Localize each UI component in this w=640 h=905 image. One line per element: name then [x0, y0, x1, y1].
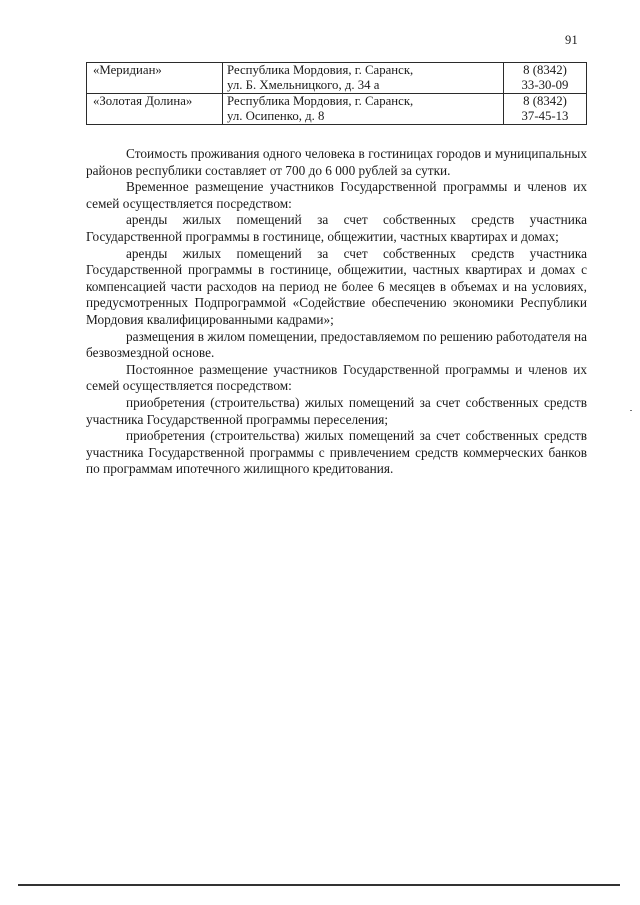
- paragraph: Временное размещение участников Государственной программы и членов их семей осуществляется посредством:: [86, 179, 587, 211]
- hotel-address-line: ул. Б. Хмельницкого, д. 34 а: [227, 78, 380, 92]
- hotel-address-line: ул. Осипенко, д. 8: [227, 109, 325, 123]
- footer-divider: [18, 884, 620, 886]
- hotel-phone: [504, 63, 587, 94]
- hotels-table: [86, 62, 587, 125]
- hotel-name: «Золотая Долина»: [87, 94, 223, 125]
- scan-speck: [630, 410, 632, 411]
- hotel-phone-number: 37-45-13: [521, 109, 569, 123]
- hotel-address: [223, 63, 504, 94]
- paragraph: размещения в жилом помещении, предоставляемом по решению работодателя на безвозмездной основе.: [86, 328, 587, 361]
- hotel-address: [223, 94, 504, 125]
- hotel-phone: [504, 94, 587, 125]
- page-number: 91: [565, 33, 579, 47]
- hotel-phone-code: 8 (8342): [523, 63, 567, 77]
- hotel-phone-number: 33-30-09: [521, 78, 569, 92]
- hotel-phone-code: 8 (8342): [523, 94, 567, 108]
- table-row: [87, 94, 587, 125]
- paragraph: Постоянное размещение участников Государственной программы и членов их семей осуществляется посредством:: [86, 361, 587, 394]
- paragraph: Стоимость проживания одного человека в гостиницах городов и муниципальных районов республики составляет от 700 до 6 000 рублей за сутки.: [86, 146, 587, 178]
- hotel-name: «Меридиан»: [87, 63, 223, 94]
- paragraph: аренды жилых помещений за счет собственных средств участника Государственной программы в гостинице, общежитии, частных квартирах и домах с компенсацией части расходов на период не более 6 месяцев в объемах и на условиях, предусмотренных Подпрограммой «Содействие обеспечению экономики Республики Мордовия квалифицированными кадрами»;: [86, 245, 587, 327]
- paragraph: аренды жилых помещений за счет собственных средств участника Государственной программы в гостинице, общежитии, частных квартирах и домах;: [86, 212, 587, 244]
- paragraph: приобретения (строительства) жилых помещений за счет собственных средств участника Государственной программы переселения;: [86, 394, 587, 427]
- body-text: [86, 146, 587, 478]
- hotel-address-line: Республика Мордовия, г. Саранск,: [227, 63, 414, 77]
- table-row: [87, 63, 587, 94]
- paragraph: приобретения (строительства) жилых помещений за счет собственных средств участника Государственной программы с привлечением средств коммерческих банков по программам ипотечного жилищного кредитования.: [86, 428, 587, 477]
- hotel-address-line: Республика Мордовия, г. Саранск,: [227, 94, 414, 108]
